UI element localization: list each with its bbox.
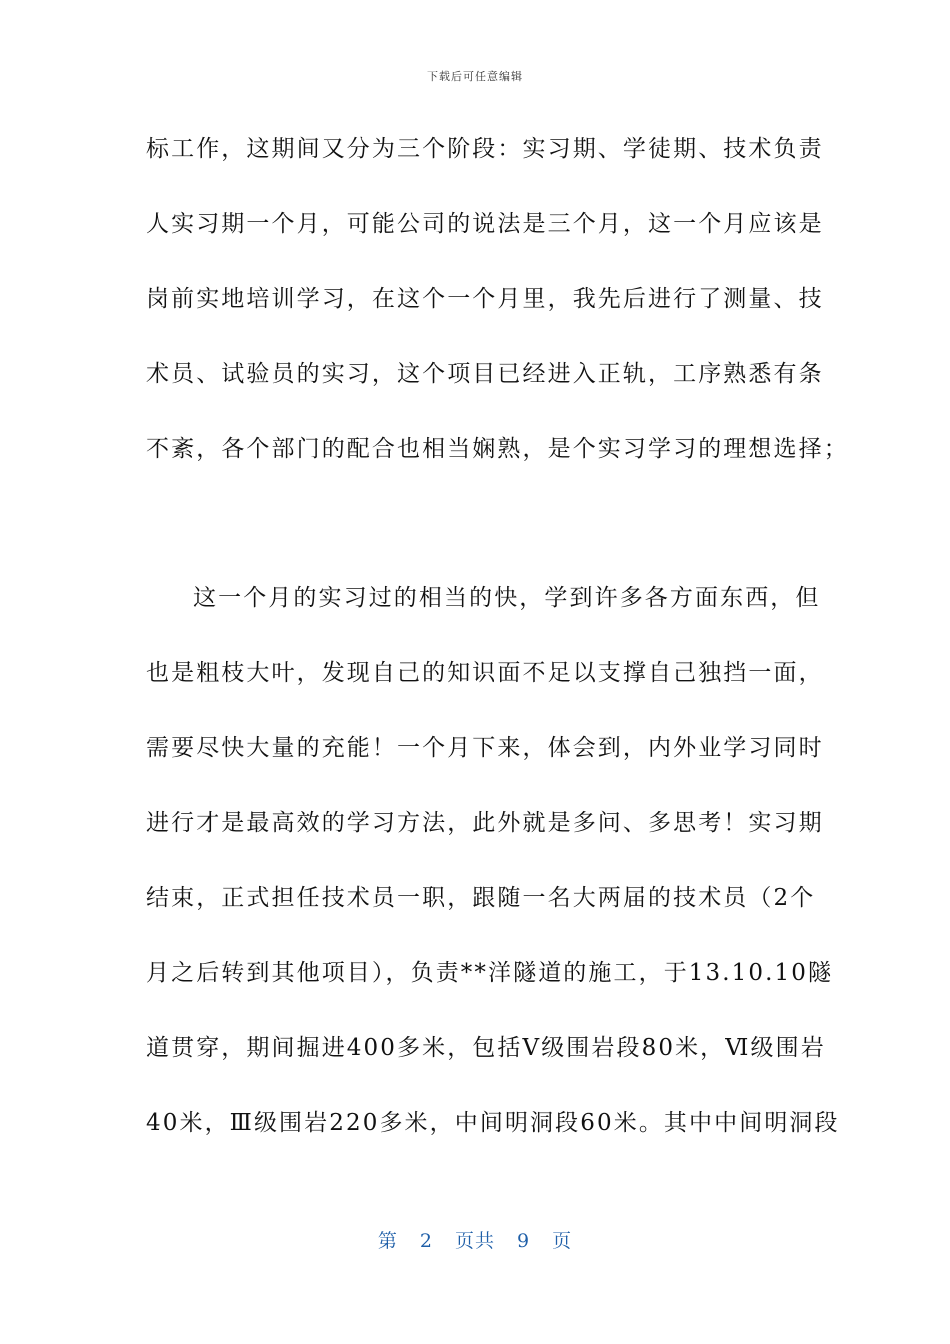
footer-middle: 页共 <box>454 1230 495 1252</box>
paragraph-line: 岗前实地培训学习，在这个一个月里，我先后进行了测量、技 <box>146 286 824 312</box>
paragraph-line: 人实习期一个月，可能公司的说法是三个月，这一个月应该是 <box>146 211 824 237</box>
paragraph-line-indented: 这一个月的实习过的相当的快，学到许多各方面东西，但 <box>193 585 821 611</box>
paragraph-line: 进行才是最高效的学习方法，此外就是多问、多思考！实习期 <box>146 810 824 836</box>
paragraph-line: 不紊，各个部门的配合也相当娴熟，是个实习学习的理想选择； <box>146 436 849 462</box>
paragraph-line: 结束，正式担任技术员一职，跟随一名大两届的技术员（2个 <box>146 885 816 911</box>
paragraph-line: 术员、试验员的实习，这个项目已经进入正轨，工序熟悉有条 <box>146 361 824 387</box>
footer-prefix: 第 <box>377 1230 398 1252</box>
paragraph-line: 40米，Ⅲ级围岩220多米，中间明洞段60米。其中中间明洞段 <box>146 1110 840 1136</box>
paragraph-line: 月之后转到其他项目），负责**洋隧道的施工，于13.10.10隧 <box>146 960 834 986</box>
paragraph-line: 标工作，这期间又分为三个阶段：实习期、学徒期、技术负责 <box>146 136 824 162</box>
footer-current-page: 2 <box>419 1230 433 1252</box>
paragraph-line: 也是粗枝大叶，发现自己的知识面不足以支撑自己独挡一面， <box>146 660 824 686</box>
paragraph-line: 道贯穿，期间掘进400多米，包括Ⅴ级围岩段80米，Ⅵ级围岩 <box>146 1035 826 1061</box>
paragraph-line: 需要尽快大量的充能！一个月下来，体会到，内外业学习同时 <box>146 735 824 761</box>
header-note: 下载后可任意编辑 <box>427 70 523 83</box>
page-number-footer <box>0 1226 950 1253</box>
footer-suffix: 页 <box>552 1230 573 1252</box>
footer-total-pages: 9 <box>517 1230 531 1252</box>
